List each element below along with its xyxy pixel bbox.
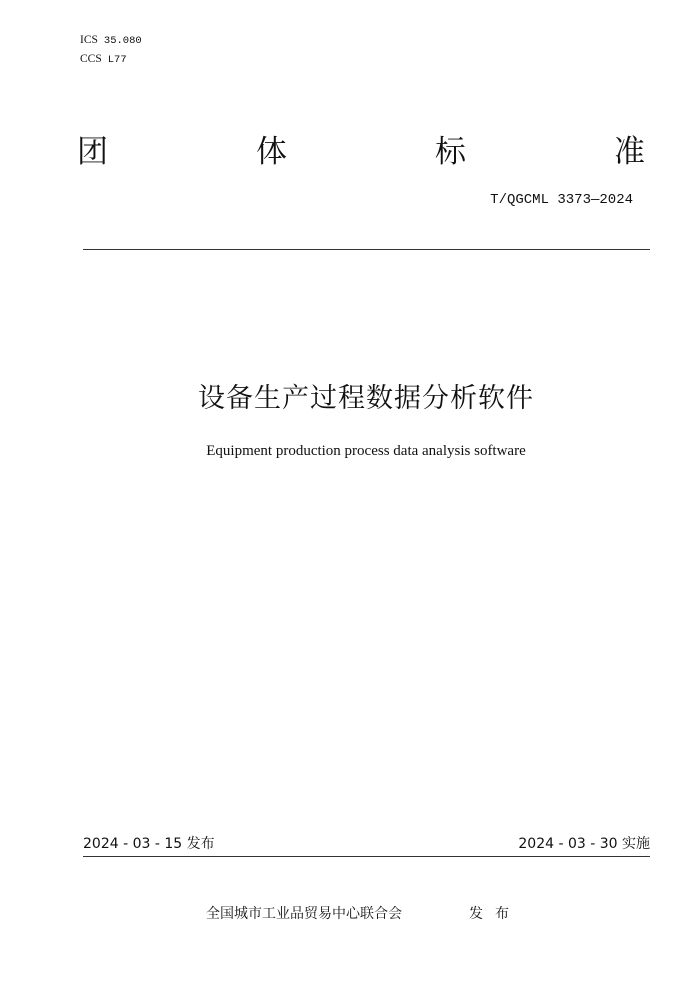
ccs-value: L77 bbox=[107, 54, 127, 66]
document-title-en: Equipment production process data analysis software bbox=[206, 443, 526, 459]
issuer-action: 发布 bbox=[469, 906, 521, 922]
ics-label: ICS bbox=[80, 34, 98, 46]
heading-char-4: 准 bbox=[614, 134, 645, 170]
ics-value: 35.080 bbox=[103, 35, 142, 47]
heading-char-3: 标 bbox=[435, 134, 466, 170]
heading-char-2: 体 bbox=[256, 134, 287, 170]
standard-number: T/QGCML 3373—2024 bbox=[490, 192, 633, 208]
top-divider bbox=[83, 249, 650, 250]
implement-date: 2024 - 03 - 30 实施 bbox=[518, 836, 650, 852]
ics-code bbox=[80, 33, 142, 48]
bottom-divider bbox=[83, 856, 650, 857]
document-title-cn: 设备生产过程数据分析软件 bbox=[198, 383, 534, 414]
publish-date: 2024 - 03 - 15 发布 bbox=[83, 836, 215, 852]
heading-char-1: 团 bbox=[77, 134, 108, 170]
ccs-label: CCS bbox=[80, 53, 102, 65]
issuer-name: 全国城市工业品贸易中心联合会 bbox=[206, 906, 402, 922]
ccs-code bbox=[80, 52, 127, 67]
